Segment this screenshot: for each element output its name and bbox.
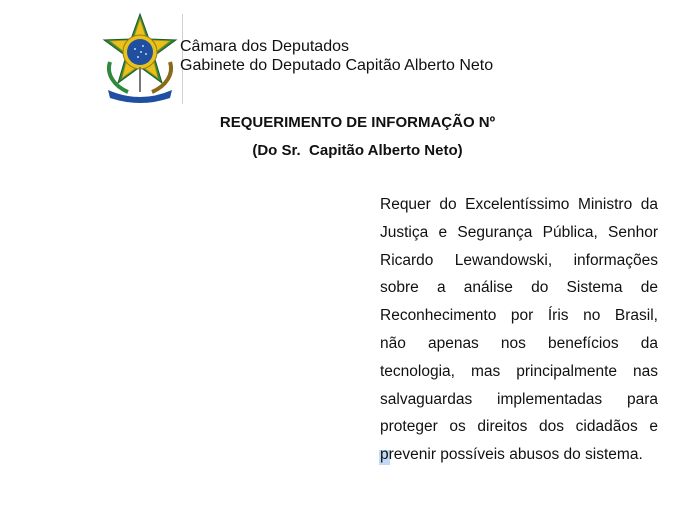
ementa-line: Reconhecimento por Íris no Brasil, <box>380 307 658 325</box>
ementa-line: proteger os direitos dos cidadãos e <box>380 418 658 436</box>
office-name: Gabinete do Deputado Capitão Alberto Neto <box>180 57 494 74</box>
ementa-paragraph <box>380 194 658 472</box>
ementa-line: Ricardo Lewandowski, informações <box>380 251 658 269</box>
ementa-line: Requer do Excelentíssimo Ministro da <box>380 196 658 213</box>
ementa-line: sobre a análise do Sistema de <box>380 279 658 297</box>
brasao-republica-icon <box>100 12 180 104</box>
ementa-line: Justiça e Segurança Pública, Senhor <box>380 223 658 241</box>
chamber-name: Câmara dos Deputados <box>180 38 349 55</box>
document-header <box>100 12 520 107</box>
ementa-line: salvaguardas implementadas para <box>380 390 658 408</box>
document-author: (Do Sr. Capitão Alberto Neto) <box>252 142 463 159</box>
ementa-line: prevenir possíveis abusos do sistema. <box>380 446 643 464</box>
ementa-line: tecnologia, mas principalmente nas <box>380 362 658 380</box>
ementa-line: não apenas nos benefícios da <box>380 334 658 352</box>
document-title: REQUERIMENTO DE INFORMAÇÃO Nº <box>219 114 496 131</box>
